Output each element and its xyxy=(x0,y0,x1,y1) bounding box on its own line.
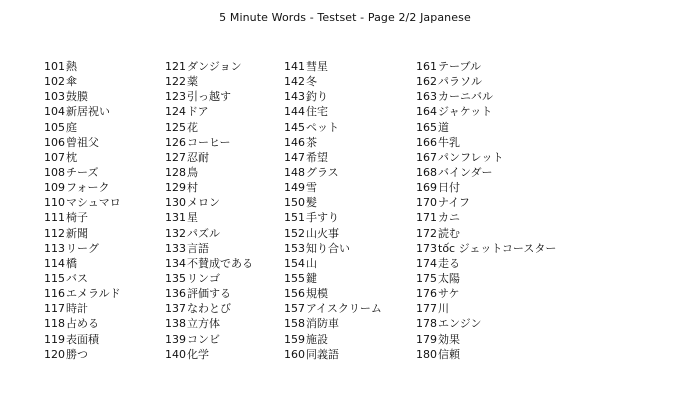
word-text: 規模 xyxy=(306,287,328,301)
word-text: 傘 xyxy=(66,75,77,89)
word-item xyxy=(165,210,253,225)
word-text: 冬 xyxy=(306,75,317,89)
word-number: 118 xyxy=(44,317,65,331)
word-item xyxy=(284,135,382,150)
word-number: 150 xyxy=(284,196,305,210)
word-text: 時計 xyxy=(66,302,88,316)
word-item xyxy=(44,256,121,271)
word-number: 178 xyxy=(416,317,437,331)
word-number: 169 xyxy=(416,181,437,195)
word-text: コーヒー xyxy=(187,135,231,149)
word-number: 143 xyxy=(284,90,305,104)
word-item xyxy=(165,301,253,316)
word-text: 読む xyxy=(438,226,460,240)
word-item xyxy=(284,271,382,286)
word-item xyxy=(416,210,556,225)
word-item xyxy=(165,165,253,180)
word-number: 167 xyxy=(416,150,437,164)
word-item xyxy=(416,347,556,362)
word-text: アイスクリーム xyxy=(306,302,382,316)
word-item xyxy=(44,286,121,301)
word-text: テーブル xyxy=(438,60,482,73)
word-text: ペット xyxy=(306,120,339,134)
word-text: 椅子 xyxy=(66,211,88,225)
word-item xyxy=(44,241,121,256)
word-number: 120 xyxy=(44,347,65,361)
word-item xyxy=(284,180,382,195)
word-number: 146 xyxy=(284,135,305,149)
word-item xyxy=(284,241,382,256)
word-text: エメラルド xyxy=(66,287,121,301)
word-number: 113 xyxy=(44,241,65,255)
word-item xyxy=(44,332,121,347)
word-item xyxy=(416,241,556,256)
word-text: 走る xyxy=(438,256,460,270)
word-number: 106 xyxy=(44,135,65,149)
word-column-3 xyxy=(284,59,382,362)
word-item xyxy=(416,301,556,316)
word-text: 花 xyxy=(187,120,198,134)
word-number: 180 xyxy=(416,347,437,361)
word-text: 薬 xyxy=(187,75,198,89)
word-number: 102 xyxy=(44,75,65,89)
word-number: 134 xyxy=(165,256,186,270)
word-number: 157 xyxy=(284,302,305,316)
word-number: 114 xyxy=(44,256,65,270)
word-number: 170 xyxy=(416,196,437,210)
word-number: 155 xyxy=(284,271,305,285)
word-item xyxy=(284,195,382,210)
word-column-1 xyxy=(44,59,121,362)
word-number: 174 xyxy=(416,256,437,270)
word-number: 125 xyxy=(165,120,186,134)
word-number: 149 xyxy=(284,181,305,195)
word-text: 占める xyxy=(66,317,99,331)
word-text: 茶 xyxy=(306,135,317,149)
word-number: 115 xyxy=(44,271,65,285)
word-item xyxy=(284,316,382,331)
word-item xyxy=(44,271,121,286)
word-item xyxy=(165,89,253,104)
word-text: リンゴ xyxy=(187,271,220,285)
word-item xyxy=(165,286,253,301)
word-text: カーニバル xyxy=(438,90,493,104)
word-item xyxy=(44,150,121,165)
word-text: バス xyxy=(66,271,88,285)
word-item xyxy=(44,104,121,119)
word-item xyxy=(165,347,253,362)
word-text: パズル xyxy=(187,226,220,240)
word-number: 154 xyxy=(284,256,305,270)
word-item xyxy=(165,120,253,135)
word-text: 知り合い xyxy=(306,241,350,255)
word-text: 引っ越す xyxy=(187,90,231,104)
word-text: 信頼 xyxy=(438,347,460,361)
word-item xyxy=(44,210,121,225)
word-item xyxy=(284,150,382,165)
word-text: フォーク xyxy=(66,181,110,195)
word-number: 123 xyxy=(165,90,186,104)
word-text: ドア xyxy=(187,105,209,119)
word-text: ダンジョン xyxy=(187,60,242,73)
word-item xyxy=(284,74,382,89)
word-number: 107 xyxy=(44,150,65,164)
word-text: 橋 xyxy=(66,256,77,270)
word-number: 152 xyxy=(284,226,305,240)
word-text: 化学 xyxy=(187,347,209,361)
word-number: 129 xyxy=(165,181,186,195)
word-text: 住宅 xyxy=(306,105,328,119)
word-item xyxy=(44,59,121,74)
word-text: 不賛成である xyxy=(187,256,253,270)
word-item xyxy=(416,226,556,241)
word-item xyxy=(165,180,253,195)
word-number: 131 xyxy=(165,211,186,225)
word-item xyxy=(165,104,253,119)
word-item xyxy=(416,271,556,286)
word-column-4 xyxy=(416,59,556,362)
word-item xyxy=(284,347,382,362)
word-item xyxy=(165,316,253,331)
word-number: 141 xyxy=(284,60,305,73)
word-number: 133 xyxy=(165,241,186,255)
word-item xyxy=(416,332,556,347)
word-number: 117 xyxy=(44,302,65,316)
word-number: 153 xyxy=(284,241,305,255)
word-number: 168 xyxy=(416,165,437,179)
word-text: コンビ xyxy=(187,332,220,346)
word-item xyxy=(284,210,382,225)
word-number: 172 xyxy=(416,226,437,240)
word-number: 104 xyxy=(44,105,65,119)
word-text: 消防車 xyxy=(306,317,339,331)
word-text: チーズ xyxy=(66,165,99,179)
word-item xyxy=(416,256,556,271)
word-number: 159 xyxy=(284,332,305,346)
word-text: サケ xyxy=(438,287,460,301)
word-number: 171 xyxy=(416,211,437,225)
word-number: 151 xyxy=(284,211,305,225)
word-item xyxy=(416,180,556,195)
word-number: 109 xyxy=(44,181,65,195)
word-text: 新聞 xyxy=(66,226,88,240)
word-number: 148 xyxy=(284,165,305,179)
word-text: 新居祝い xyxy=(66,105,110,119)
word-text: 希望 xyxy=(306,150,328,164)
word-number: 116 xyxy=(44,287,65,301)
word-text: 施設 xyxy=(306,332,328,346)
word-text: 手すり xyxy=(306,211,339,225)
word-text: 評価する xyxy=(187,287,231,301)
word-item xyxy=(165,195,253,210)
word-text: 枕 xyxy=(66,150,77,164)
word-text: 村 xyxy=(187,181,198,195)
word-number: 121 xyxy=(165,60,186,73)
word-number: 144 xyxy=(284,105,305,119)
word-column-2 xyxy=(165,59,253,362)
word-number: 162 xyxy=(416,75,437,89)
word-text: 鍵 xyxy=(306,271,317,285)
word-number: 176 xyxy=(416,287,437,301)
word-text: 鼓膜 xyxy=(66,90,88,104)
word-item xyxy=(284,165,382,180)
word-text: 髪 xyxy=(306,196,317,210)
word-number: 156 xyxy=(284,287,305,301)
word-text: 効果 xyxy=(438,332,460,346)
word-text: 山火事 xyxy=(306,226,339,240)
word-item xyxy=(416,74,556,89)
word-item xyxy=(44,347,121,362)
word-text: パンフレット xyxy=(438,150,504,164)
word-item xyxy=(416,316,556,331)
word-item xyxy=(284,120,382,135)
word-item xyxy=(165,332,253,347)
word-item xyxy=(165,226,253,241)
word-number: 177 xyxy=(416,302,437,316)
word-number: 122 xyxy=(165,75,186,89)
word-item xyxy=(284,286,382,301)
word-text: メロン xyxy=(187,196,220,210)
word-text: 忍耐 xyxy=(187,150,209,164)
word-item xyxy=(284,332,382,347)
word-item xyxy=(284,89,382,104)
word-item xyxy=(44,226,121,241)
word-number: 124 xyxy=(165,105,186,119)
word-text: 熱 xyxy=(66,60,77,73)
word-number: 111 xyxy=(44,211,65,225)
word-text: 道 xyxy=(438,120,449,134)
word-text: 牛乳 xyxy=(438,135,460,149)
word-number: 145 xyxy=(284,120,305,134)
word-number: 139 xyxy=(165,332,186,346)
word-text: マシュマロ xyxy=(66,196,121,210)
word-text: ナイフ xyxy=(438,196,470,210)
word-item xyxy=(284,256,382,271)
word-text: 勝つ xyxy=(66,347,88,361)
word-item xyxy=(165,241,253,256)
word-number: 165 xyxy=(416,120,437,134)
word-item xyxy=(416,120,556,135)
word-number: 126 xyxy=(165,135,186,149)
word-number: 160 xyxy=(284,347,305,361)
word-item xyxy=(165,271,253,286)
word-text: 彗星 xyxy=(306,60,328,73)
word-item xyxy=(44,89,121,104)
word-item xyxy=(416,150,556,165)
word-number: 132 xyxy=(165,226,186,240)
word-text: 太陽 xyxy=(438,271,460,285)
word-text: 山 xyxy=(306,256,317,270)
word-number: 128 xyxy=(165,165,186,179)
word-number: 119 xyxy=(44,332,65,346)
word-item xyxy=(284,301,382,316)
word-number: 147 xyxy=(284,150,305,164)
word-item xyxy=(44,135,121,150)
word-number: 163 xyxy=(416,90,437,104)
word-text: バインダー xyxy=(438,165,493,179)
word-number: 158 xyxy=(284,317,305,331)
word-text: 星 xyxy=(187,211,198,225)
word-number: 179 xyxy=(416,332,437,346)
word-item xyxy=(284,59,382,74)
word-number: 101 xyxy=(44,60,65,73)
word-item xyxy=(44,120,121,135)
word-item xyxy=(416,165,556,180)
word-text: パラソル xyxy=(438,75,482,89)
word-number: 112 xyxy=(44,226,65,240)
word-number: 137 xyxy=(165,302,186,316)
word-text: tốc ジェットコースター xyxy=(438,241,557,255)
word-number: 135 xyxy=(165,271,186,285)
word-item xyxy=(44,195,121,210)
word-number: 140 xyxy=(165,347,186,361)
word-item xyxy=(416,104,556,119)
word-text: ジャケット xyxy=(438,105,493,119)
word-item xyxy=(165,74,253,89)
word-text: カニ xyxy=(438,211,460,225)
word-item xyxy=(284,104,382,119)
word-item xyxy=(416,195,556,210)
word-number: 175 xyxy=(416,271,437,285)
word-text: 立方体 xyxy=(187,317,220,331)
word-number: 130 xyxy=(165,196,186,210)
word-item xyxy=(284,226,382,241)
word-item xyxy=(44,316,121,331)
word-item xyxy=(165,150,253,165)
word-item xyxy=(44,180,121,195)
word-text: 川 xyxy=(438,302,449,316)
word-item xyxy=(165,59,253,74)
word-text: 雪 xyxy=(306,181,317,195)
word-number: 110 xyxy=(44,196,65,210)
word-text: 鳥 xyxy=(187,165,198,179)
word-item xyxy=(44,74,121,89)
word-number: 142 xyxy=(284,75,305,89)
word-item xyxy=(165,135,253,150)
word-number: 103 xyxy=(44,90,65,104)
word-text: リーグ xyxy=(66,241,99,255)
word-text: 庭 xyxy=(66,120,77,134)
word-text: 表面積 xyxy=(66,332,99,346)
word-number: 138 xyxy=(165,317,186,331)
word-text: 言語 xyxy=(187,241,209,255)
page-title: 5 Minute Words - Testset - Page 2/2 Japanese xyxy=(219,11,471,24)
word-item xyxy=(416,135,556,150)
word-item xyxy=(416,59,556,74)
word-number: 127 xyxy=(165,150,186,164)
word-number: 166 xyxy=(416,135,437,149)
word-item xyxy=(416,89,556,104)
word-number: 173 xyxy=(416,241,437,255)
word-text: なわとび xyxy=(187,302,231,316)
word-text: 曾祖父 xyxy=(66,135,99,149)
word-text: 日付 xyxy=(438,181,460,195)
word-number: 105 xyxy=(44,120,65,134)
word-text: エンジン xyxy=(438,317,482,331)
word-item xyxy=(44,165,121,180)
word-item xyxy=(165,256,253,271)
word-item xyxy=(44,301,121,316)
word-text: 同義語 xyxy=(306,347,339,361)
word-number: 136 xyxy=(165,287,186,301)
word-number: 108 xyxy=(44,165,65,179)
word-text: 釣り xyxy=(306,90,328,104)
word-text: グラス xyxy=(306,165,339,179)
word-item xyxy=(416,286,556,301)
word-number: 164 xyxy=(416,105,437,119)
word-number: 161 xyxy=(416,60,437,73)
